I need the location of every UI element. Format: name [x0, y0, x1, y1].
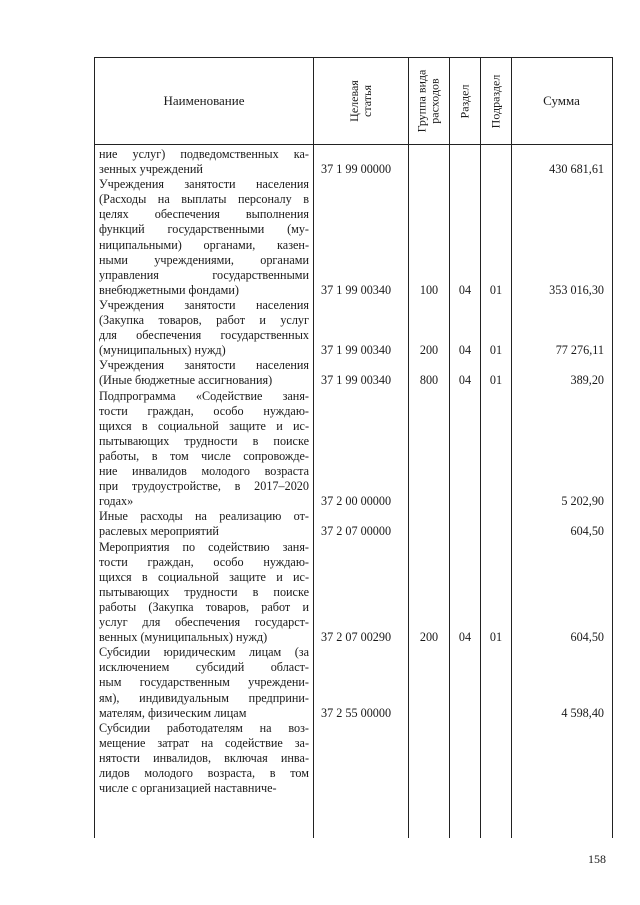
- row-name: [99, 645, 309, 720]
- row-name-line: нятости инвалидов, включая инва-: [99, 750, 309, 765]
- row-target-article: 37 2 07 00000: [321, 524, 392, 539]
- row-target-article: 37 2 00 00000: [321, 494, 392, 509]
- table-row: [95, 358, 612, 388]
- row-name-line: щихся в социальной защите и ис-: [99, 418, 309, 433]
- row-name-line: (Иные бюджетные ассигнования): [99, 373, 273, 388]
- header-target-article-label: [347, 80, 373, 122]
- header-target-article: [313, 58, 408, 144]
- row-sum: 389,20: [570, 373, 604, 388]
- row-name: [99, 358, 309, 388]
- row-subsection: 01: [489, 282, 503, 297]
- table-row: [95, 298, 612, 358]
- table-row: [95, 177, 612, 298]
- row-name: [99, 721, 309, 796]
- header-section-label: Раздел: [457, 84, 472, 118]
- row-name-line: мателям, физическим лицам: [99, 705, 247, 720]
- row-name-line: Субсидии юридическим лицам (за: [99, 645, 309, 660]
- row-name: [99, 540, 309, 646]
- header-expense-group-label: [416, 70, 442, 133]
- row-name-line: Мероприятия по содействию заня-: [99, 539, 309, 554]
- row-section: 04: [458, 630, 472, 645]
- row-name-line: Учреждения занятости населения: [99, 358, 309, 373]
- row-name-line: работы (Закупка товаров, работ и: [99, 599, 309, 614]
- row-name: [99, 147, 309, 177]
- row-name-line: работы, в том числе сопровожде-: [99, 448, 309, 463]
- row-sum: 77 276,11: [555, 343, 604, 358]
- row-name-line: внебюджетными фондами): [99, 282, 239, 297]
- header-target-article-line2: статья: [359, 85, 374, 117]
- row-name-line: Учреждения занятости населения: [99, 177, 309, 192]
- table-row: [95, 147, 612, 177]
- row-name-line: тости граждан, особо нуждаю-: [99, 554, 309, 569]
- row-target-article: 37 2 07 00290: [321, 630, 392, 645]
- row-name-line: числе с организацией наставниче-: [99, 781, 277, 796]
- row-name-line: целях обеспечения выполнения: [99, 207, 309, 222]
- row-name-line: исключением субсидий област-: [99, 660, 309, 675]
- header-expense-group-line1: Группа вида: [414, 69, 429, 133]
- header-subsection-label: Подраздел: [488, 74, 503, 128]
- row-name-line: пытывающих трудности в поиске: [99, 433, 309, 448]
- row-expense-group: 200: [419, 343, 439, 358]
- row-name-line: ниципальными) органами, казен-: [99, 237, 309, 252]
- row-name-line: Субсидии работодателям на воз-: [99, 720, 309, 735]
- row-name: [99, 298, 309, 358]
- row-target-article: 37 1 99 00340: [321, 282, 392, 297]
- row-sum: 5 202,90: [561, 494, 604, 509]
- page-number: 158: [588, 852, 606, 866]
- row-name-line: Учреждения занятости населения: [99, 298, 309, 312]
- header-expense-group: [408, 58, 449, 144]
- row-subsection: 01: [489, 343, 503, 358]
- row-name-line: управления государственными: [99, 267, 309, 282]
- row-sum: 430 681,61: [549, 162, 604, 177]
- header-sum-label: Сумма: [543, 93, 580, 108]
- row-name-line: раслевых мероприятий: [99, 524, 219, 539]
- table-header: [95, 58, 612, 145]
- row-name-line: щихся в социальной защите и ис-: [99, 569, 309, 584]
- header-target-article-line1: Целевая: [346, 80, 361, 122]
- row-sum: 353 016,30: [549, 282, 604, 297]
- row-name-line: (Расходы на выплаты персоналу в: [99, 192, 309, 207]
- header-subsection: [480, 58, 511, 144]
- row-name-line: лидов молодого возраста, в том: [99, 766, 309, 781]
- row-name-line: ным государственным учреждени-: [99, 675, 309, 690]
- row-subsection: 01: [489, 373, 503, 388]
- row-target-article: 37 1 99 00340: [321, 343, 392, 358]
- row-name-line: (муниципальных) нужд): [99, 343, 226, 358]
- row-name-line: ными учреждениями, органами: [99, 252, 309, 267]
- row-name-line: услуг для обеспечения государст-: [99, 615, 309, 630]
- row-name-line: венных (муниципальных) нужд): [99, 630, 268, 645]
- row-sum: 4 598,40: [561, 705, 604, 720]
- header-section: [449, 58, 480, 144]
- row-name-line: Иные расходы на реализацию от-: [99, 509, 309, 524]
- budget-table: [94, 57, 613, 838]
- row-name-line: ние услуг) подведомственных ка-: [99, 147, 309, 161]
- row-name-line: ям), индивидуальным предприни-: [99, 690, 309, 705]
- row-name-line: при трудоустройстве, в 2017–2020: [99, 479, 309, 494]
- row-name: [99, 177, 309, 298]
- row-section: 04: [458, 282, 472, 297]
- row-expense-group: 200: [419, 630, 439, 645]
- row-name: [99, 509, 309, 539]
- row-name-line: функций государственными (му-: [99, 222, 309, 237]
- table-row: [95, 645, 612, 721]
- header-name: [95, 58, 313, 144]
- table-row: [95, 389, 612, 510]
- row-name-line: (Закупка товаров, работ и услуг: [99, 313, 309, 328]
- row-sum: 604,50: [570, 524, 604, 539]
- table-row: [95, 540, 612, 646]
- row-expense-group: 100: [419, 282, 439, 297]
- row-name-line: для обеспечения государственных: [99, 328, 309, 343]
- row-target-article: 37 2 55 00000: [321, 705, 392, 720]
- header-expense-group-line2: расходов: [427, 78, 442, 124]
- row-name-line: Подпрограмма «Содействие заня-: [99, 388, 309, 403]
- row-name-line: мещение затрат на содействие за-: [99, 735, 309, 750]
- row-name-line: ние инвалидов молодого возраста: [99, 464, 309, 479]
- row-section: 04: [458, 343, 472, 358]
- table-row: [95, 721, 612, 797]
- row-sum: 604,50: [570, 630, 604, 645]
- header-sum: [511, 58, 612, 144]
- row-name-line: пытывающих трудности в поиске: [99, 584, 309, 599]
- row-expense-group: 800: [419, 373, 439, 388]
- row-target-article: 37 1 99 00340: [321, 373, 392, 388]
- row-name-line: зенных учреждений: [99, 162, 203, 177]
- table-row: [95, 509, 612, 539]
- row-target-article: 37 1 99 00000: [321, 162, 392, 177]
- row-name-line: тости граждан, особо нуждаю-: [99, 403, 309, 418]
- row-section: 04: [458, 373, 472, 388]
- row-subsection: 01: [489, 630, 503, 645]
- row-name-line: годах»: [99, 494, 134, 509]
- header-name-label: Наименование: [163, 93, 245, 108]
- row-name: [99, 389, 309, 510]
